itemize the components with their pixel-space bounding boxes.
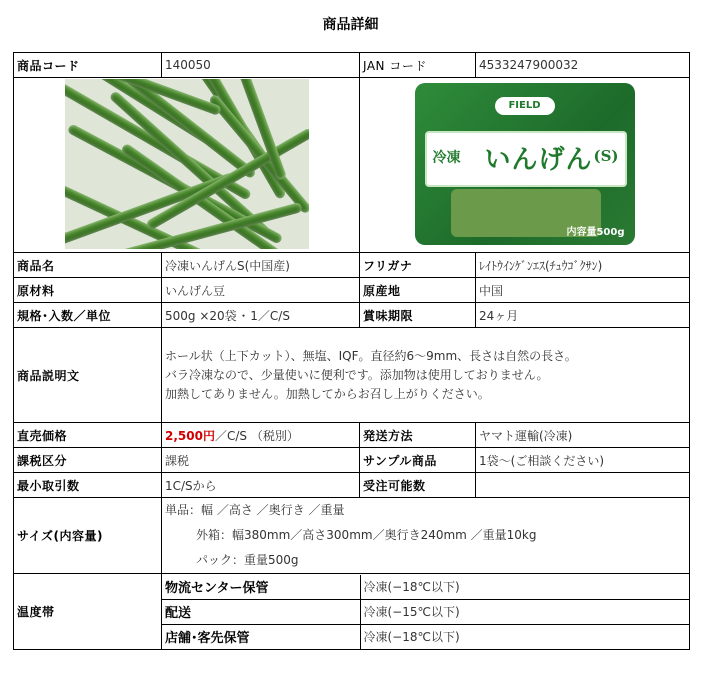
package-kanji: 冷凍 — [432, 149, 461, 166]
package-main-text: いんげん — [484, 144, 593, 175]
package-size: (S) — [593, 146, 619, 165]
sample-value: 1袋～(ご相談ください) — [476, 448, 690, 473]
temperature-table — [162, 575, 689, 649]
origin-label: 原産地 — [360, 278, 476, 303]
spec-label: 規格･入数／単位 — [14, 303, 162, 328]
size-line: 外箱：幅380mm／高さ300mm／奥行き240mm ／重量10kg — [196, 528, 537, 542]
accept-qty-value — [476, 473, 690, 498]
jan-code-value: 4533247900032 — [476, 53, 690, 78]
min-order-label: 最小取引数 — [14, 473, 162, 498]
shelf-life-value: 24ヶ月 — [476, 303, 690, 328]
accept-qty-label: 受注可能数 — [360, 473, 476, 498]
description-line: バラ冷凍なので、少量使いに便利です。添加物は使用しておりません。 — [165, 367, 549, 382]
shipping-label: 発送方法 — [360, 423, 476, 448]
product-code-label: 商品コード — [14, 53, 162, 78]
product-photo-cell — [14, 78, 360, 253]
shelf-life-label: 賞味期限 — [360, 303, 476, 328]
temperature-label: 温度帯 — [14, 574, 162, 650]
temp-row-label: 配送 — [162, 599, 360, 624]
temp-row-label: 店舗･客先保管 — [162, 624, 360, 649]
furigana-value: ﾚｲﾄｳｲﾝｹﾞﾝｴｽ(ﾁｭｳｺﾞｸｻﾝ) — [476, 253, 690, 278]
package-photo-cell — [360, 78, 690, 253]
product-name-label: 商品名 — [14, 253, 162, 278]
temp-row-label: 物流センター保管 — [162, 575, 360, 600]
size-cell — [162, 498, 690, 574]
spec-value: 500g ×20袋 ･ 1／C/S — [162, 303, 360, 328]
description-text — [162, 328, 690, 423]
description-line: ホール状（上下カット）、無塩、IQF。直径約6～9mm、長さは自然の長さ。 — [165, 348, 577, 363]
temp-row-value: 冷凍(−15℃以下) — [360, 599, 689, 624]
shipping-value: ヤマト運輸(冷凍) — [476, 423, 690, 448]
sample-label: サンプル商品 — [360, 448, 476, 473]
price-cell — [162, 423, 360, 448]
origin-value: 中国 — [476, 278, 690, 303]
price-label: 直売価格 — [14, 423, 162, 448]
product-name-value: 冷凍いんげんS(中国産) — [162, 253, 360, 278]
tax-label: 課税区分 — [14, 448, 162, 473]
package-photo — [411, 81, 639, 249]
temperature-cell — [162, 574, 690, 650]
description-line: 加熱してありません。加熱してからお召し上がりください。 — [165, 386, 490, 401]
furigana-label: フリガナ — [360, 253, 476, 278]
jan-code-label: JAN コード — [360, 53, 476, 78]
page-title: 商品詳細 — [322, 17, 379, 33]
size-line: パック：重量500g — [196, 553, 299, 567]
min-order-value: 1C/Sから — [162, 473, 360, 498]
temp-row-value: 冷凍(−18℃以下) — [360, 575, 689, 600]
green-beans-photo — [65, 79, 309, 249]
description-label: 商品説明文 — [14, 328, 162, 423]
price-value: 2,500円 — [165, 428, 215, 443]
product-code-value: 140050 — [162, 53, 360, 78]
product-spec-table — [13, 52, 690, 650]
size-line: 単品：幅 ／高さ ／奥行き ／重量 — [165, 503, 345, 517]
temp-row-value: 冷凍(−18℃以下) — [363, 630, 460, 644]
price-unit: ／C/S （税別） — [214, 428, 299, 443]
ingredients-value: いんげん豆 — [162, 278, 360, 303]
package-brand: FIELD — [495, 97, 555, 115]
size-label: サイズ(内容量) — [14, 498, 162, 574]
package-weight: 内容量500g — [566, 226, 625, 238]
ingredients-label: 原材料 — [14, 278, 162, 303]
package-label — [425, 131, 627, 187]
tax-value: 課税 — [162, 448, 360, 473]
